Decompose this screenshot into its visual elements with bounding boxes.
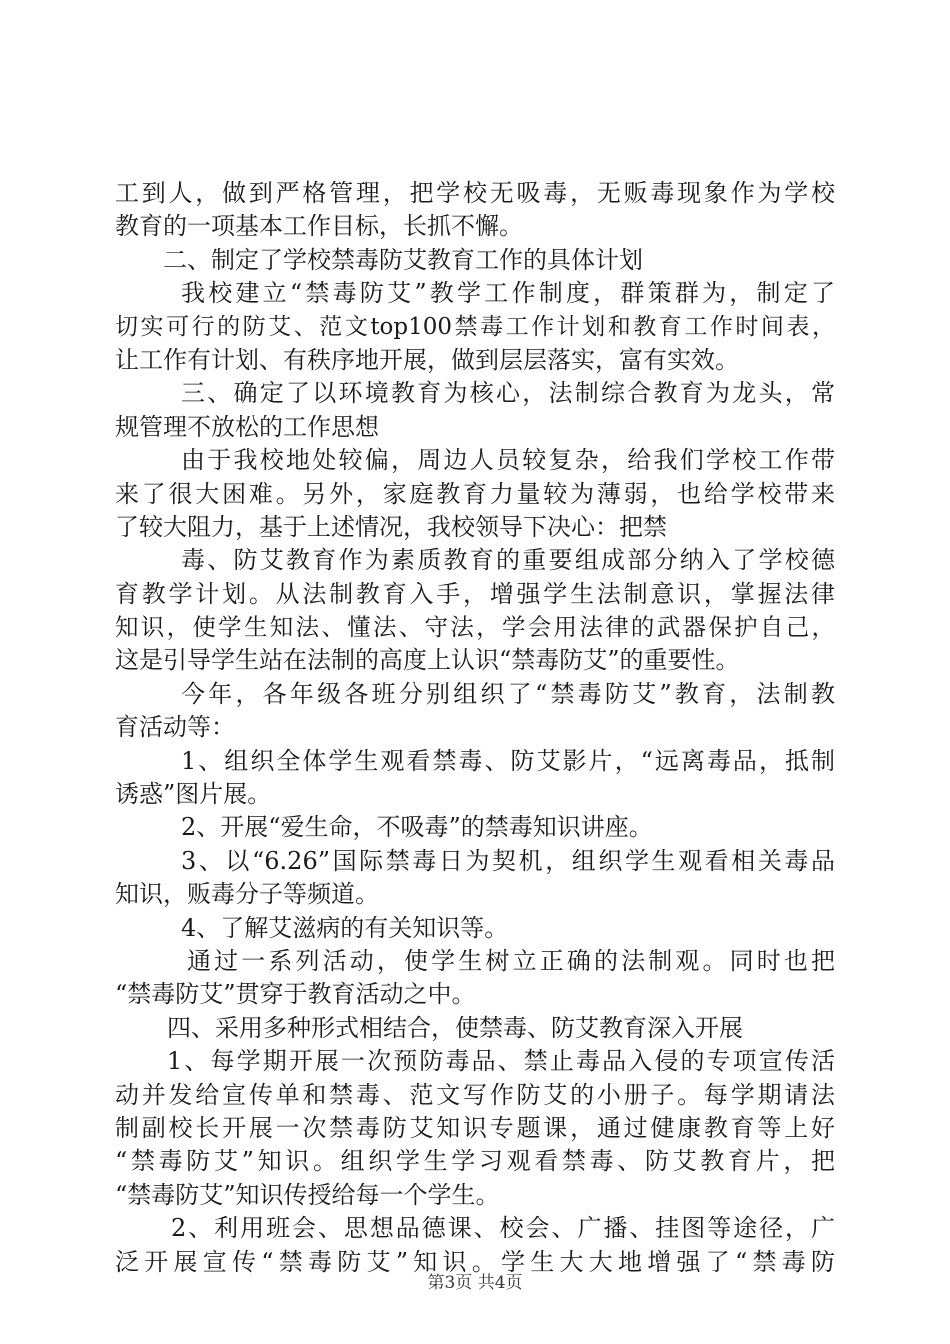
list-item: 制副校长开展一次禁毒防艾知识专题课，通过健康教育等上好 bbox=[115, 1113, 835, 1142]
section-heading: 三、确定了以环境教育为核心，法制综合教育为龙头，常 bbox=[181, 379, 835, 408]
list-item: 诱惑”图片展。 bbox=[115, 780, 272, 809]
text-line: 了较大阻力，基于上述情况，我校领导下决心：把禁 bbox=[115, 512, 667, 541]
text-line: 毒、防艾教育作为素质教育的重要组成部分纳入了学校德 bbox=[181, 546, 835, 575]
text-line: 让工作有计划、有秩序地开展，做到层层落实，富有实效。 bbox=[115, 345, 739, 374]
list-item: 2、开展“爱生命，不吸毒”的禁毒知识讲座。 bbox=[181, 813, 653, 842]
text-line: 育教学计划。从法制教育入手，增强学生法制意识，掌握法律 bbox=[115, 579, 835, 608]
text-line: 今年，各年级各班分别组织了“禁毒防艾”教育，法制教 bbox=[181, 679, 835, 708]
list-item: 动并发给宣传单和禁毒、范文写作防艾的小册子。每学期请法 bbox=[115, 1080, 835, 1109]
text-line: 知识，使学生知法、懂法、守法，学会用法律的武器保护自己， bbox=[115, 613, 835, 642]
section-heading: 规管理不放松的工作思想 bbox=[115, 412, 379, 441]
list-item: 1、每学期开展一次预防毒品、禁止毒品入侵的专项宣传活 bbox=[167, 1047, 835, 1076]
list-item: “禁毒防艾”知识。组织学生学习观看禁毒、防艾教育片，把 bbox=[115, 1147, 835, 1176]
text-line: 我校建立“禁毒防艾”教学工作制度，群策群为，制定了 bbox=[181, 279, 835, 308]
list-item: 泛开展宣传“禁毒防艾”知识。学生大大地增强了“禁毒防 bbox=[115, 1247, 835, 1276]
section-heading: 四、采用多种形式相结合，使禁毒、防艾教育深入开展 bbox=[167, 1013, 743, 1042]
text-line: 教育的一项基本工作目标，长抓不懈。 bbox=[115, 212, 523, 241]
text-line: 来了很大困难。另外，家庭教育力量较为薄弱，也给学校带来 bbox=[115, 479, 835, 508]
text-line: 育活动等： bbox=[115, 713, 235, 742]
text-line: 这是引导学生站在法制的高度上认识“禁毒防艾”的重要性。 bbox=[115, 646, 740, 675]
list-item: 3、以“6.26”国际禁毒日为契机，组织学生观看相关毒品 bbox=[181, 846, 835, 875]
text-line: “禁毒防艾”贯穿于教育活动之中。 bbox=[115, 980, 476, 1009]
text-line: 切实可行的防艾、范文top100禁毒工作计划和教育工作时间表， bbox=[115, 313, 835, 340]
text-line: 由于我校地处较偏，周边人员较复杂，给我们学校工作带 bbox=[181, 446, 835, 475]
list-item: 2、利用班会、思想品德课、校会、广播、挂图等途径，广 bbox=[171, 1214, 835, 1243]
list-item: 知识，贩毒分子等频道。 bbox=[115, 880, 379, 909]
document-body bbox=[115, 177, 835, 1279]
page-number-footer: 第3页 共4页 bbox=[427, 1273, 523, 1293]
text-line: 通过一系列活动，使学生树立正确的法制观。同时也把 bbox=[187, 946, 835, 975]
list-item: 4、了解艾滋病的有关知识等。 bbox=[181, 913, 509, 942]
text-line: 工到人，做到严格管理，把学校无吸毒，无贩毒现象作为学校 bbox=[115, 179, 835, 207]
list-item: “禁毒防艾”知识传授给每一个学生。 bbox=[115, 1180, 500, 1209]
section-heading: 二、制定了学校禁毒防艾教育工作的具体计划 bbox=[163, 245, 643, 274]
list-item: 1、组织全体学生观看禁毒、防艾影片，“远离毒品，抵制 bbox=[181, 746, 835, 775]
